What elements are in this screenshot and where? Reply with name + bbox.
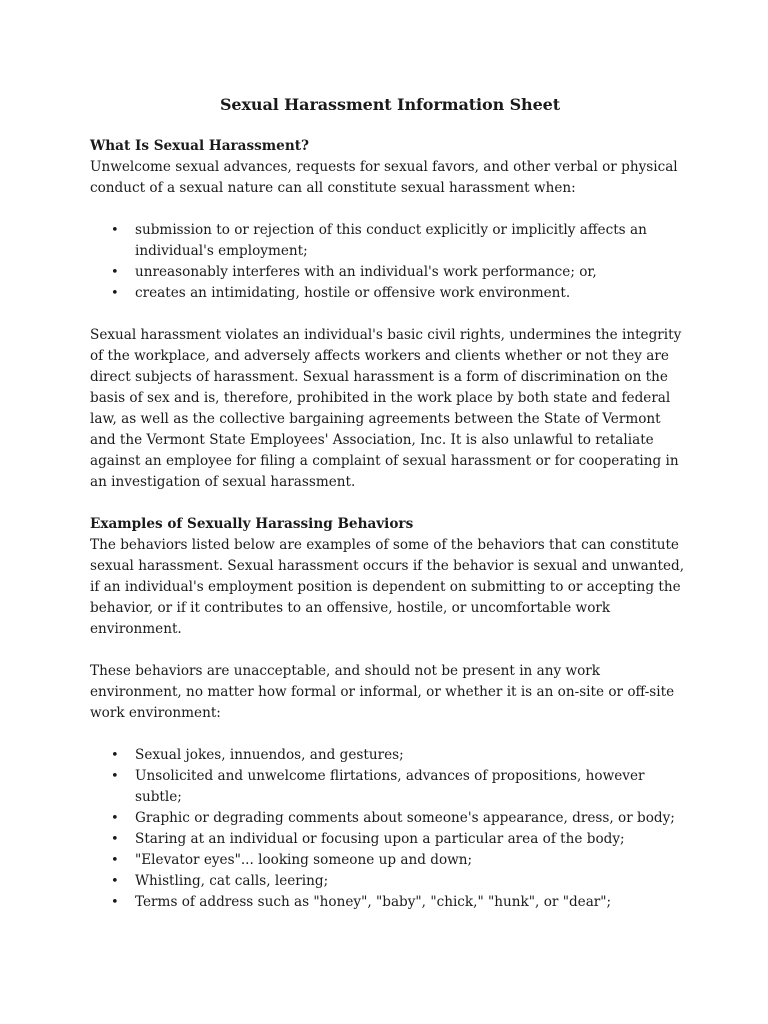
list-item	[111, 766, 690, 808]
bullet-icon: •	[111, 748, 119, 763]
list-item-text: "Elevator eyes"... looking someone up and down;	[135, 852, 473, 868]
document-title: Sexual Harassment Information Sheet	[219, 95, 561, 114]
section1-intro: Unwelcome sexual advances, requests for sexual favors, and other verbal or physical conduct of a sexual nature can all constitute sexual harassment when:	[90, 159, 678, 196]
list-item	[111, 262, 690, 283]
list-item	[111, 850, 690, 871]
bullet-icon: •	[111, 811, 119, 826]
spacer	[90, 640, 690, 661]
list-item-text: creates an intimidating, hostile or offensive work environment.	[135, 285, 571, 301]
bullet-icon: •	[111, 223, 119, 238]
list-item-text: Terms of address such as "honey", "baby", "chick," "hunk", or "dear";	[135, 894, 612, 910]
document-content	[90, 94, 690, 913]
bullet-icon: •	[111, 286, 119, 301]
list-item	[111, 745, 690, 766]
list-item	[111, 283, 690, 304]
spacer	[90, 304, 690, 325]
spacer	[90, 199, 690, 220]
section1-paragraph: Sexual harassment violates an individual's basic civil rights, undermines the integrity of the workplace, and adversely affects workers and clients whether or not they are direct subjects of harassment. Sexual harassment is a form of discrimination on the basis of sex and is, therefore, prohibited in the work place by both state and federal law, as well as the collective bargaining agreements between the State of Vermont and the Vermont State Employees' Association, Inc. It is also unlawful to retaliate against an employee for filing a complaint of sexual harassment or for cooperating in an investigation of sexual harassment.	[90, 327, 682, 490]
list-item	[111, 829, 690, 850]
list-item-text: Graphic or degrading comments about someone's appearance, dress, or body;	[135, 810, 675, 826]
list-item	[111, 871, 690, 892]
list-item	[111, 808, 690, 829]
bullet-icon: •	[111, 895, 119, 910]
section2-paragraph-2: These behaviors are unacceptable, and should not be present in any work environment, no matter how formal or informal, or whether it is an on-site or off-site work environment:	[90, 663, 675, 721]
bullet-icon: •	[111, 265, 119, 280]
list-item-text: Sexual jokes, innuendos, and gestures;	[135, 747, 404, 763]
list-item-text: submission to or rejection of this conduct explicitly or implicitly affects an individual's employment;	[135, 222, 647, 259]
list-item	[111, 892, 690, 913]
section-heading-examples: Examples of Sexually Harassing Behaviors	[90, 516, 414, 532]
list-item-text: Unsolicited and unwelcome flirtations, advances of propositions, however subtle;	[135, 768, 645, 805]
list-item-text: Staring at an individual or focusing upon a particular area of the body;	[135, 831, 625, 847]
list-item	[111, 220, 690, 262]
spacer	[90, 724, 690, 745]
section2-paragraph-1: The behaviors listed below are examples of some of the behaviors that can constitute sexual harassment. Sexual harassment occurs if the behavior is sexual and unwanted, if an individual's employment position is dependent on submitting to or accepting the behavior, or if it contributes to an offensive, hostile, or uncomfortable work environment.	[90, 537, 685, 637]
list-item-text: unreasonably interferes with an individual's work performance; or,	[135, 264, 597, 280]
list-item-text: Whistling, cat calls, leering;	[135, 873, 329, 889]
spacer	[90, 493, 690, 514]
section-heading-what-is: What Is Sexual Harassment?	[90, 138, 309, 154]
bullet-icon: •	[111, 769, 119, 784]
section1-bullet-list	[90, 220, 690, 304]
section2-bullet-list	[90, 745, 690, 913]
bullet-icon: •	[111, 832, 119, 847]
bullet-icon: •	[111, 853, 119, 868]
bullet-icon: •	[111, 874, 119, 889]
